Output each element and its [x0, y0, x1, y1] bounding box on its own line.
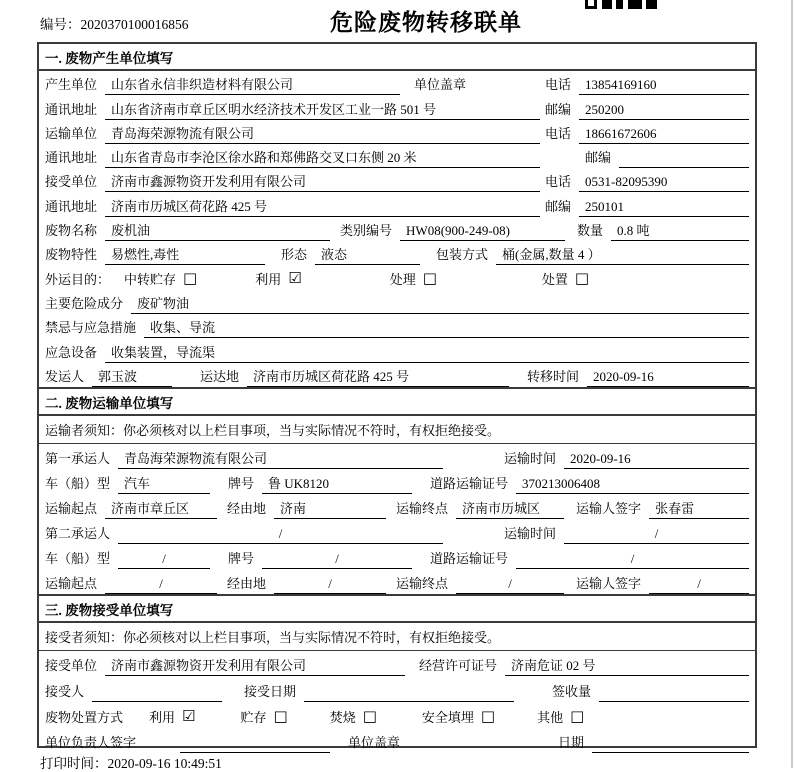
hazard-label: 主要危险成分 [45, 295, 124, 311]
vehicle1-label: 车（船）型 [45, 475, 111, 491]
addr2-label: 通讯地址 [45, 150, 98, 166]
origin1-value: 济南市章丘区 [105, 498, 217, 519]
addr3-value: 济南市历城区荷花路 425 号 [105, 196, 540, 217]
accept-date-label: 接受日期 [244, 684, 297, 700]
plate2-label: 牌号 [228, 550, 255, 566]
producer-label: 产生单位 [45, 77, 98, 93]
quantity-label: 数量 [577, 223, 604, 239]
business-license-label: 经营许可证号 [419, 658, 498, 674]
license1-label: 道路运输证号 [430, 475, 509, 491]
section3-title: 三. 废物接受单位填写 [39, 594, 755, 623]
responsible-sign-label: 单位负责人签字 [45, 735, 137, 751]
license2-label: 道路运输证号 [430, 550, 509, 566]
row-waste-name [39, 217, 755, 241]
disposal-option-other: 其他 □ [537, 707, 585, 726]
vehicle2-label: 车（船）型 [45, 550, 111, 566]
producer-value: 山东省永信非织造材料有限公司 [105, 74, 400, 95]
zip3-value: 250101 [579, 199, 749, 217]
purpose-label: 外运目的： [45, 271, 111, 287]
addr3-label: 通讯地址 [45, 198, 98, 214]
zip2-value [619, 150, 749, 168]
end2-value: / [456, 576, 564, 594]
disposal-label: 废物处置方式 [45, 709, 124, 725]
unit-seal2-label: 单位盖章 [348, 735, 401, 751]
carrier1-value: 青岛海荣源物流有限公司 [118, 448, 443, 469]
time1-label: 运输时间 [503, 450, 556, 466]
row-shipper [39, 363, 755, 387]
destination-value: 济南市历城区荷花路 425 号 [247, 366, 509, 387]
zip3-label: 邮编 [544, 198, 571, 214]
zip1-label: 邮编 [544, 101, 571, 117]
accept-date-value [304, 684, 514, 702]
phone1-label: 电话 [544, 77, 571, 93]
end1-value: 济南市历城区 [456, 498, 564, 519]
date2-value [592, 735, 749, 753]
row-emergency-measures [39, 314, 755, 338]
origin2-value: / [105, 576, 217, 594]
row-emergency-equipment [39, 338, 755, 362]
row-route2 [39, 569, 755, 594]
doc-number [40, 13, 189, 33]
row-vehicle1 [39, 469, 755, 494]
property-label: 废物特性 [45, 247, 98, 263]
plate2-value: / [262, 551, 412, 569]
carrier2-label: 第二承运人 [45, 525, 111, 541]
received-amount-value [599, 684, 749, 702]
equipment-value: 收集装置，导流渠 [105, 342, 749, 363]
print-time [40, 752, 222, 772]
row-transport-unit [39, 120, 755, 144]
checkbox-icon: □ [183, 269, 198, 288]
receiver-label: 接受单位 [45, 174, 98, 190]
equipment-label: 应急设备 [45, 344, 98, 360]
origin1-label: 运输起点 [45, 500, 98, 516]
carrier2-value: / [118, 526, 443, 544]
receiver-notice: 接受者须知：你必须核对以上栏目事项，当与实际情况不符时，有权拒绝接受。 [39, 623, 755, 651]
accept-person-label: 接受人 [45, 684, 85, 700]
qr-block [585, 0, 597, 9]
accept-unit-value: 济南市鑫源物资开发利用有限公司 [105, 655, 405, 676]
unit-seal-label: 单位盖章 [414, 77, 467, 93]
disposal-option-incinerate: 焚烧 □ [329, 707, 377, 726]
row-accept-unit [39, 651, 755, 677]
section1-title: 一. 废物产生单位填写 [39, 44, 755, 71]
purpose-option-treat: 处理 □ [389, 269, 437, 288]
time1-value: 2020-09-16 [564, 451, 749, 469]
sign2-value: / [649, 576, 749, 594]
row-first-carrier [39, 444, 755, 469]
accept-unit-label: 接受单位 [45, 658, 98, 674]
row-purpose [39, 265, 755, 289]
carrier-label: 运输单位 [45, 125, 98, 141]
via1-label: 经由地 [227, 500, 267, 516]
page-title: 危险废物转移联单 [330, 10, 522, 35]
phone1-value: 13854169160 [579, 77, 749, 95]
row-waste-property [39, 241, 755, 265]
doc-number-label: 编号： [40, 17, 81, 32]
origin2-label: 运输起点 [45, 575, 98, 591]
page-right-edge [791, 0, 793, 768]
emergency-label: 禁忌与应急措施 [45, 320, 137, 336]
license2-value: / [516, 551, 749, 569]
checkbox-icon: □ [574, 269, 590, 288]
category-value: HW08(900-249-08) [400, 223, 565, 241]
zip2-label: 邮编 [584, 150, 611, 166]
received-amount-label: 签收量 [551, 684, 591, 700]
print-time-label: 打印时间： [40, 756, 108, 771]
row-receiver-unit [39, 168, 755, 192]
waste-name-value: 废机油 [105, 220, 330, 241]
transfer-time-label: 转移时间 [527, 368, 580, 384]
checkbox-icon: □ [422, 269, 437, 288]
disposal-option-landfill: 安全填埋 □ [421, 707, 496, 726]
vehicle1-value: 汽车 [118, 473, 210, 494]
end2-label: 运输终点 [396, 575, 449, 591]
row-route1 [39, 494, 755, 519]
destination-label: 运达地 [200, 368, 240, 384]
checkbox-icon: □ [570, 707, 585, 726]
transporter-notice: 运输者须知：你必须核对以上栏目事项，当与实际情况不符时，有权拒绝接受。 [39, 416, 755, 444]
packaging-label: 包装方式 [436, 247, 489, 263]
hazard-value: 废矿物油 [131, 293, 749, 314]
time2-label: 运输时间 [503, 525, 556, 541]
receiver-value: 济南市鑫源物资开发利用有限公司 [105, 171, 540, 192]
addr2-value: 山东省青岛市李沧区徐水路和郑佛路交叉口东侧 20 米 [105, 147, 540, 168]
row-second-carrier [39, 519, 755, 544]
row-hazard-component [39, 290, 755, 314]
row-responsible-signature [39, 728, 755, 754]
row-receiver-address [39, 192, 755, 216]
plate1-value: 鲁 UK8120 [262, 473, 412, 494]
row-vehicle2 [39, 544, 755, 569]
phone3-value: 0531-82095390 [579, 174, 749, 192]
shipper-label: 发运人 [45, 368, 85, 384]
accept-person-value [92, 684, 222, 702]
disposal-option-utilize: 利用 ☑ [149, 707, 196, 726]
sign1-value: 张春雷 [649, 498, 749, 519]
license1-value: 370213006408 [516, 476, 749, 494]
checkbox-checked-icon: ☑ [288, 269, 302, 288]
purpose-option-utilize: 利用 ☑ [255, 269, 302, 288]
phone3-label: 电话 [544, 174, 571, 190]
addr1-label: 通讯地址 [45, 101, 98, 117]
sign2-label: 运输人签字 [576, 575, 642, 591]
category-label: 类别编号 [340, 223, 393, 239]
row-accept-person [39, 676, 755, 702]
print-time-value: 2020-09-16 10:49:51 [107, 756, 222, 771]
shipper-value: 郭玉波 [92, 366, 172, 387]
time2-value: / [564, 526, 749, 544]
checkbox-icon: □ [362, 707, 377, 726]
carrier-value: 青岛海荣源物流有限公司 [105, 123, 540, 144]
section2-title: 二. 废物运输单位填写 [39, 387, 755, 416]
carrier1-label: 第一承运人 [45, 450, 111, 466]
responsible-sign-value [180, 735, 330, 753]
phone2-value: 18661672606 [579, 126, 749, 144]
vehicle2-value: / [118, 551, 210, 569]
phone2-label: 电话 [544, 125, 571, 141]
date2-label: 日期 [558, 735, 585, 751]
form-value: 液态 [315, 244, 420, 265]
transfer-time-value: 2020-09-16 [587, 369, 749, 387]
purpose-option-dispose: 处置 □ [541, 269, 590, 288]
plate1-label: 牌号 [228, 475, 255, 491]
sign1-label: 运输人签字 [576, 500, 642, 516]
business-license-value: 济南危证 02 号 [505, 655, 749, 676]
end1-label: 运输终点 [396, 500, 449, 516]
form-label: 形态 [281, 247, 308, 263]
waste-name-label: 废物名称 [45, 223, 98, 239]
addr1-value: 山东省济南市章丘区明水经济技术开发区工业一路 501 号 [105, 99, 540, 120]
quantity-value: 0.8 吨 [611, 220, 749, 241]
via2-value: / [274, 576, 386, 594]
emergency-value: 收集、导流 [144, 317, 749, 338]
checkbox-icon: □ [480, 707, 496, 726]
row-disposal-method [39, 702, 755, 728]
transfer-form [37, 42, 757, 751]
disposal-option-storage: 贮存 □ [240, 707, 288, 726]
zip1-value: 250200 [579, 102, 749, 120]
property-value: 易燃性,毒性 [105, 244, 265, 265]
row-producer [39, 71, 755, 95]
doc-number-value: 2020370100016856 [80, 17, 189, 32]
row-producer-address [39, 95, 755, 119]
purpose-option-transfer-storage: 中转贮存 □ [124, 269, 198, 288]
qr-code-fragment [585, 0, 657, 9]
row-transport-address [39, 144, 755, 168]
checkbox-icon: □ [273, 707, 288, 726]
packaging-value: 桶(金属,数量 4 ） [496, 244, 749, 265]
via1-value: 济南 [274, 498, 386, 519]
via2-label: 经由地 [227, 575, 267, 591]
checkbox-checked-icon: ☑ [182, 707, 196, 726]
